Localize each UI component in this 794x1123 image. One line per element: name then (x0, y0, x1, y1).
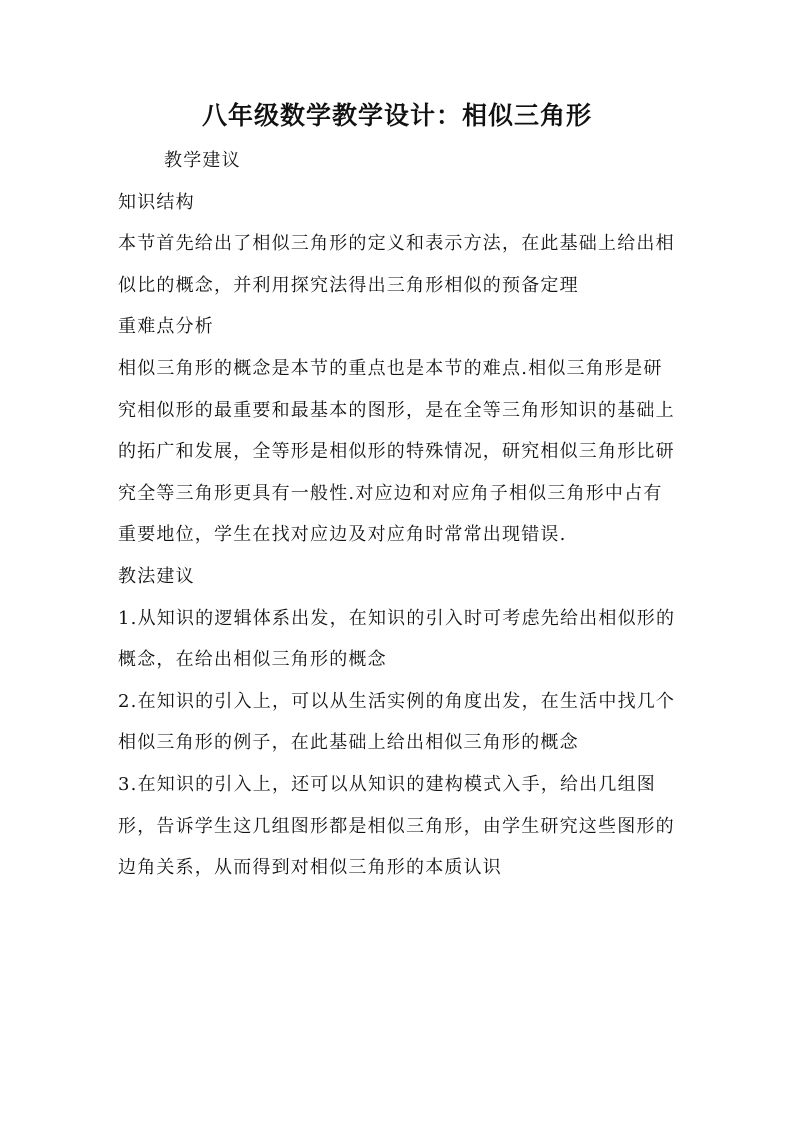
paragraph-teaching-method-2: 2.在知识的引入上，可以从生活实例的角度出发，在生活中找几个相似三角形的例子，在此基础上给出相似三角形的概念 (118, 690, 676, 754)
paragraph-teaching-method-3: 3.在知识的引入上，还可以从知识的建构模式入手，给出几组图形，告诉学生这几组图形都是相似三角形，由学生研究这些图形的边角关系，从而得到对相似三角形的本质认识 (118, 773, 675, 879)
paragraph-knowledge-structure: 本节首先给出了相似三角形的定义和表示方法，在此基础上给出相似比的概念，并利用探究法得出三角形相似的预备定理 (118, 233, 675, 296)
paragraph-key-difficulties: 相似三角形的概念是本节的重点也是本节的难点.相似三角形是研究相似形的最重要和最基本的图形，是在全等三角形知识的基础上的拓广和发展，全等形是相似形的特殊情况，研究相似三角形比研究全等三角形更具有一般性.对应边和对应角子相似三角形中占有重要地位，学生在找对应边及对应角时常常出现错误. (118, 357, 675, 546)
section-heading-key-difficulties: 重难点分析 (118, 316, 214, 338)
document-body (118, 140, 678, 889)
section-heading-teaching-methods: 教法建议 (118, 565, 195, 587)
document-title: 八年级数学教学设计：相似三角形 (201, 101, 592, 130)
section-heading-knowledge-structure: 知识结构 (118, 191, 195, 213)
subtitle-teaching-suggestions: 教学建议 (164, 150, 241, 171)
paragraph-teaching-method-1: 1.从知识的逻辑体系出发，在知识的引入时可考虑先给出相似形的概念，在给出相似三角形的概念 (118, 607, 676, 671)
